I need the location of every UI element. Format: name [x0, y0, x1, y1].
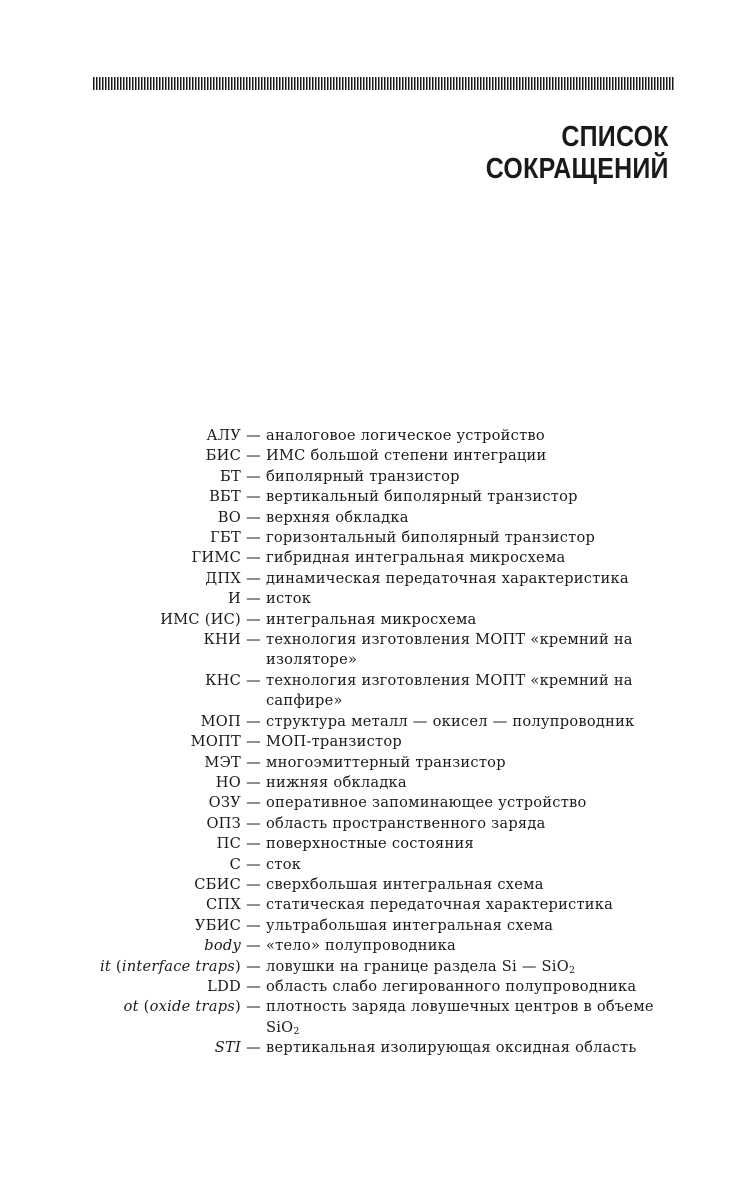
- abbreviation-definition: ультрабольшая интегральная схема: [266, 916, 554, 934]
- abbreviation-definition: ИМС большой степени интеграции: [266, 447, 547, 465]
- dash-separator: —: [246, 467, 261, 485]
- dash-separator: —: [246, 427, 261, 444]
- abbreviation-definition: сверхбольшая интегральная схема: [266, 875, 544, 893]
- page-title-line-2: СОКРАЩЕНИЙ: [486, 153, 669, 185]
- abbreviation-row: [0, 610, 756, 630]
- abbreviation-definition: область пространственного заряда: [266, 814, 546, 832]
- abbreviation-definition: сток: [266, 855, 302, 873]
- abbreviation-row: [0, 446, 756, 466]
- abbreviation-term-short: ot: [123, 998, 139, 1016]
- abbreviation-row: [0, 977, 756, 997]
- abbreviation-definition-text: плотность заряда ловушечных центров в объеме SiO: [266, 998, 654, 1036]
- abbreviation-term: ВО: [217, 508, 241, 526]
- abbreviation-row: [0, 936, 756, 956]
- abbreviation-term: КНС: [205, 671, 241, 689]
- abbreviation-definition: [266, 997, 666, 1038]
- abbreviation-row: [0, 753, 756, 773]
- abbreviation-row: [0, 875, 756, 895]
- abbreviation-term: ot (oxide traps): [123, 998, 241, 1016]
- abbreviation-term: ГИМС: [191, 549, 241, 567]
- abbreviation-definition: МОП-транзистор: [266, 733, 402, 751]
- abbreviation-term: СБИС: [194, 875, 241, 893]
- abbreviation-row: [0, 508, 756, 528]
- abbreviation-term: it (interface traps): [99, 957, 241, 975]
- dash-separator: —: [246, 814, 261, 832]
- dash-separator: —: [246, 569, 261, 587]
- dash-separator: —: [246, 631, 261, 649]
- abbreviation-term: БТ: [220, 467, 241, 485]
- abbreviation-term: body: [204, 937, 241, 955]
- abbreviation-row: [0, 467, 756, 487]
- abbreviation-row: [0, 671, 756, 712]
- abbreviation-row: [0, 855, 756, 875]
- dash-separator: —: [246, 998, 261, 1016]
- abbreviation-row: [0, 793, 756, 813]
- abbreviation-row: [0, 895, 756, 915]
- dash-separator: —: [246, 875, 261, 893]
- abbreviation-definition: биполярный транзистор: [266, 467, 460, 485]
- abbreviation-term: С: [229, 855, 241, 873]
- abbreviation-definition: область слабо легированного полупроводника: [266, 977, 637, 995]
- dash-separator: —: [246, 916, 261, 934]
- abbreviation-row: [0, 712, 756, 732]
- abbreviation-term: ГБТ: [210, 529, 241, 547]
- abbreviation-definition: динамическая передаточная характеристика: [266, 569, 629, 587]
- abbreviation-definition: поверхностные состояния: [266, 835, 474, 853]
- dash-separator: —: [246, 733, 261, 751]
- abbreviation-definition: [266, 957, 666, 977]
- abbreviation-row: [0, 834, 756, 854]
- dash-separator: —: [246, 835, 261, 853]
- abbreviation-term: ОЗУ: [208, 794, 241, 812]
- abbreviation-definition: нижняя обкладка: [266, 773, 407, 791]
- abbreviation-term: КНИ: [203, 631, 241, 649]
- abbreviation-term: ОПЗ: [206, 814, 241, 832]
- abbreviation-term: БИС: [205, 447, 241, 465]
- dash-separator: —: [246, 712, 261, 730]
- abbreviation-definition: статическая передаточная характеристика: [266, 896, 614, 914]
- abbreviation-definition: аналоговое логическое устройство: [266, 427, 545, 444]
- abbreviation-row: [0, 487, 756, 507]
- dash-separator: —: [246, 753, 261, 771]
- dash-separator: —: [246, 896, 261, 914]
- dash-separator: —: [246, 977, 261, 995]
- abbreviation-row: [0, 589, 756, 609]
- abbreviation-definition: оперативное запоминающее устройство: [266, 794, 587, 812]
- dash-separator: —: [246, 508, 261, 526]
- abbreviation-term: МЭТ: [204, 753, 241, 771]
- abbreviation-term-short: it: [99, 957, 111, 975]
- dash-separator: —: [246, 937, 261, 955]
- subscript: 2: [293, 1025, 300, 1037]
- abbreviation-row: [0, 548, 756, 568]
- abbreviation-term: МОПТ: [190, 733, 241, 751]
- abbreviation-definition: интегральная микросхема: [266, 610, 477, 628]
- abbreviation-row: [0, 997, 756, 1038]
- abbreviation-row: [0, 957, 756, 977]
- dash-separator: —: [246, 447, 261, 465]
- abbreviation-row: [0, 814, 756, 834]
- abbreviation-term: МОП: [200, 712, 241, 730]
- abbreviation-term: STI: [214, 1039, 241, 1057]
- abbreviation-definition: вертикальный биполярный транзистор: [266, 488, 578, 506]
- abbreviation-term: ИМС (ИС): [160, 610, 241, 628]
- abbreviation-row: [0, 773, 756, 793]
- abbreviation-row: [0, 569, 756, 589]
- header-decorative-rule: [93, 77, 675, 90]
- abbreviation-term: ДПХ: [205, 569, 241, 587]
- dash-separator: —: [246, 529, 261, 547]
- abbreviation-definition: многоэмиттерный транзистор: [266, 753, 506, 771]
- abbreviation-term: ПС: [216, 835, 241, 853]
- abbreviation-definition: технология изготовления МОПТ «кремний на сапфире»: [266, 671, 633, 710]
- dash-separator: —: [246, 671, 261, 689]
- abbreviation-term-expansion: oxide traps: [149, 998, 236, 1016]
- abbreviation-term: НО: [215, 773, 241, 791]
- abbreviation-row: [0, 528, 756, 548]
- dash-separator: —: [246, 773, 261, 791]
- abbreviation-definition: структура металл — окисел — полупроводник: [266, 712, 635, 730]
- abbreviation-definition: «тело» полупроводника: [266, 937, 457, 955]
- abbreviation-term: ВБТ: [209, 488, 241, 506]
- abbreviation-definition: исток: [266, 590, 312, 608]
- subscript: 2: [568, 964, 576, 976]
- dash-separator: —: [246, 610, 261, 628]
- abbreviation-definition: гибридная интегральная микросхема: [266, 549, 566, 567]
- abbreviation-term: И: [228, 590, 241, 608]
- dash-separator: —: [246, 794, 261, 812]
- page-title-line-1: СПИСОК: [561, 121, 669, 153]
- abbreviation-row: [0, 732, 756, 752]
- dash-separator: —: [246, 1039, 261, 1057]
- abbreviation-definition: горизонтальный биполярный транзистор: [266, 529, 596, 547]
- dash-separator: —: [246, 957, 261, 975]
- abbreviation-term-expansion: interface traps: [121, 957, 236, 975]
- page-title: [486, 121, 669, 185]
- abbreviation-row: [0, 630, 756, 671]
- abbreviation-row: [0, 916, 756, 936]
- abbreviation-term: LDD: [207, 977, 241, 995]
- dash-separator: —: [246, 488, 261, 506]
- dash-separator: —: [246, 549, 261, 567]
- dash-separator: —: [246, 855, 261, 873]
- abbreviation-definition: вертикальная изолирующая оксидная область: [266, 1039, 637, 1057]
- abbreviation-definition: верхняя обкладка: [266, 508, 409, 526]
- abbreviation-term: СПХ: [205, 896, 241, 914]
- abbreviation-definition: технология изготовления МОПТ «кремний на изоляторе»: [266, 631, 633, 669]
- abbreviation-term: УБИС: [194, 916, 241, 934]
- abbreviation-term: АЛУ: [206, 427, 241, 444]
- abbreviation-row: [0, 426, 756, 446]
- abbreviation-definition-text: ловушки на границе раздела Si — SiO: [266, 957, 569, 975]
- abbreviation-row: [0, 1038, 756, 1058]
- dash-separator: —: [246, 590, 261, 608]
- abbreviation-list: [0, 426, 756, 1059]
